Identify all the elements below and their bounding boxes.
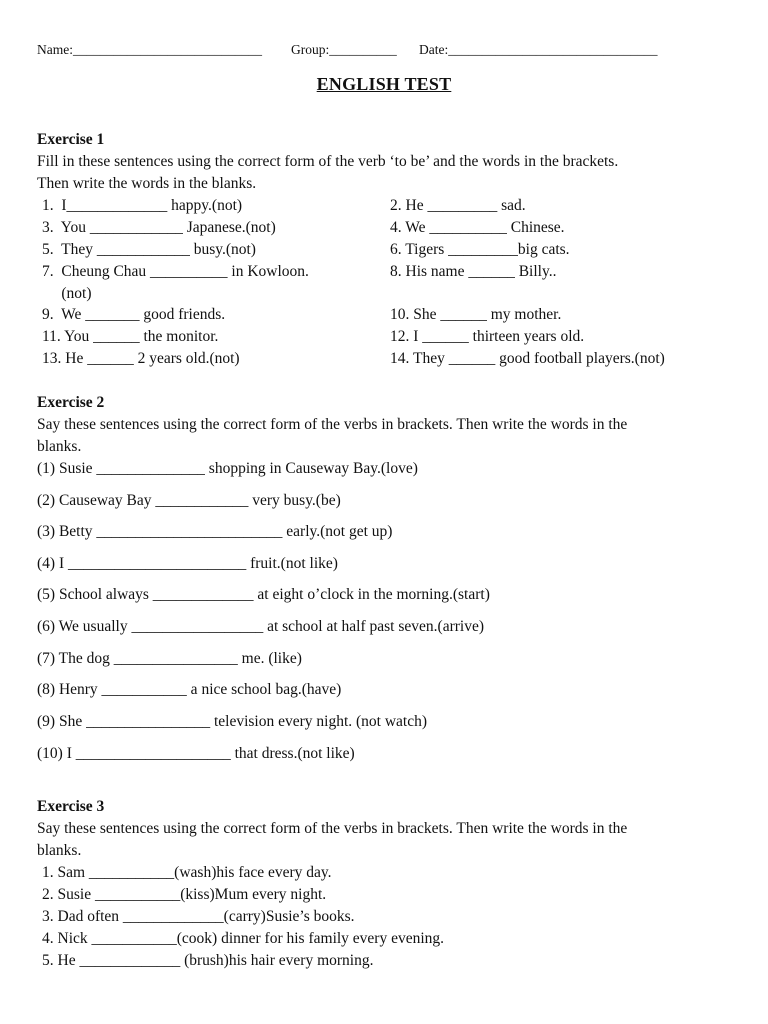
exercise3-instructions-line2: blanks. xyxy=(37,842,82,859)
exercise3-item: 5. He _____________ (brush)his hair every morning. xyxy=(42,952,374,969)
exercise2-item: (10) I ____________________ that dress.(not like) xyxy=(37,745,355,762)
exercise2-instructions-line1: Say these sentences using the correct form of the verbs in brackets. Then write the words in the xyxy=(37,416,628,433)
exercise3-item: 4. Nick ___________(cook) dinner for his family every evening. xyxy=(42,930,445,947)
exercise2-item: (4) I _______________________ fruit.(not like) xyxy=(37,555,338,572)
group-field: Group:__________ xyxy=(291,42,397,57)
exercise1-item: 1. I_____________ happy.(not) xyxy=(42,197,243,214)
exercise1-item: 6. Tigers _________big cats. xyxy=(390,241,570,258)
exercise2-item: (2) Causeway Bay ____________ very busy.(be) xyxy=(37,492,341,509)
date-field: Date:_______________________________ xyxy=(419,42,658,57)
exercise1-item: 3. You ____________ Japanese.(not) xyxy=(42,219,276,236)
exercise2-item: (9) She ________________ television every night. (not watch) xyxy=(37,713,428,730)
exercise2-item: (6) We usually _________________ at school at half past seven.(arrive) xyxy=(37,618,484,635)
exercise2-item: (1) Susie ______________ shopping in Causeway Bay.(love) xyxy=(37,460,418,477)
exercise3-item: 1. Sam ___________(wash)his face every day. xyxy=(42,864,332,881)
exercise3-item: 3. Dad often _____________(carry)Susie’s books. xyxy=(42,908,355,925)
exercise1-instructions-line1: Fill in these sentences using the correct form of the verb ‘to be’ and the words in the brackets. xyxy=(37,153,619,170)
exercise2-item: (7) The dog ________________ me. (like) xyxy=(37,650,302,667)
exercise1-heading: Exercise 1 xyxy=(37,131,105,148)
exercise1-item: 11. You ______ the monitor. xyxy=(42,328,219,345)
exercise1-item: 7. Cheung Chau __________ in Kowloon. xyxy=(42,263,309,280)
exercise1-item: (not) xyxy=(42,285,92,302)
exercise2-instructions-line2: blanks. xyxy=(37,438,82,455)
exercise1-item: 9. We _______ good friends. xyxy=(42,306,226,323)
exercise2-item: (8) Henry ___________ a nice school bag.(have) xyxy=(37,681,342,698)
exercise1-item: 12. I ______ thirteen years old. xyxy=(390,328,585,345)
exercise1-instructions-line2: Then write the words in the blanks. xyxy=(37,175,257,192)
exercise3-item: 2. Susie ___________(kiss)Mum every night. xyxy=(42,886,327,903)
exercise1-item: 2. He _________ sad. xyxy=(390,197,526,214)
exercise1-item: 14. They ______ good football players.(not) xyxy=(390,350,665,367)
exercise1-item: 10. She ______ my mother. xyxy=(390,306,562,323)
exercise1-item: 8. His name ______ Billy.. xyxy=(390,263,557,280)
page-title: ENGLISH TEST xyxy=(316,74,452,94)
exercise2-item: (3) Betty ________________________ early.(not get up) xyxy=(37,523,393,540)
exercise1-item: 13. He ______ 2 years old.(not) xyxy=(42,350,240,367)
exercise2-heading: Exercise 2 xyxy=(37,394,105,411)
exercise3-instructions-line1: Say these sentences using the correct form of the verbs in brackets. Then write the words in the xyxy=(37,820,628,837)
exercise1-item: 5. They ____________ busy.(not) xyxy=(42,241,256,258)
exercise2-item: (5) School always _____________ at eight o’clock in the morning.(start) xyxy=(37,586,490,603)
exercise3-heading: Exercise 3 xyxy=(37,798,105,815)
exercise1-item: 4. We __________ Chinese. xyxy=(390,219,565,236)
name-field: Name:____________________________ xyxy=(37,42,262,57)
